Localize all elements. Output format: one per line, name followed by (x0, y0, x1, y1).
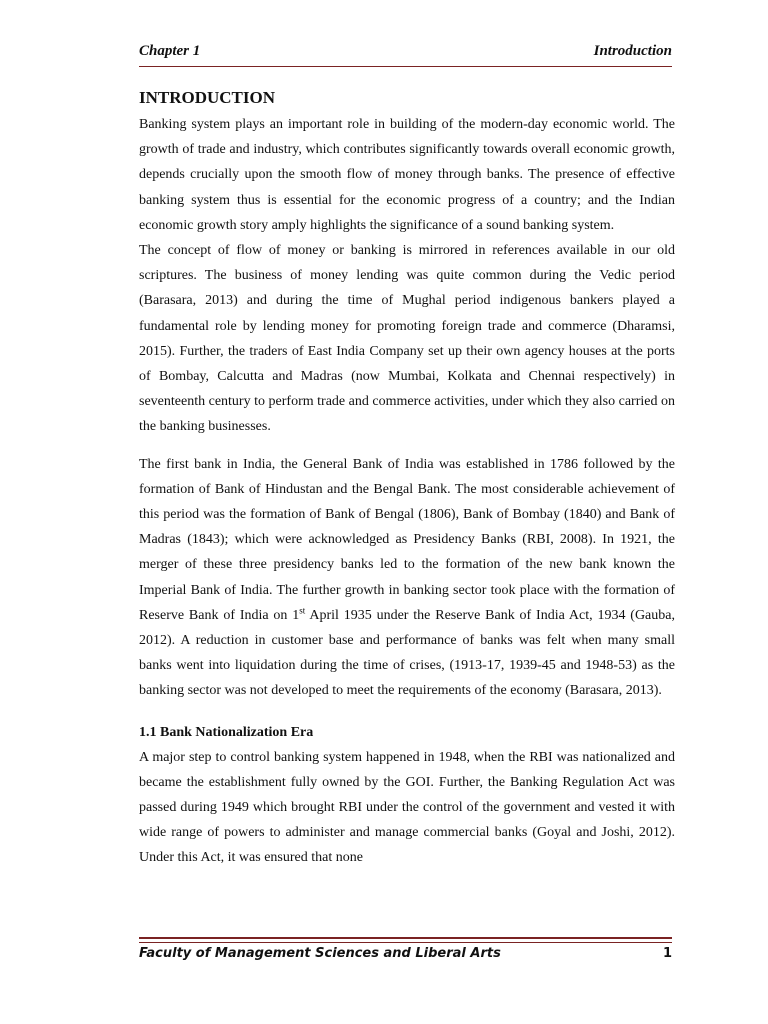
header-chapter: Chapter 1 (139, 43, 201, 59)
footer-rule (139, 937, 672, 943)
footer-faculty: Faculty of Management Sciences and Liberal Arts (139, 946, 501, 961)
page-body (139, 86, 675, 871)
header-section: Introduction (593, 43, 672, 59)
paragraph-2: The concept of flow of money or banking is mirrored in references available in our old scriptures. The business of money lending was quite common during the Vedic period (Barasara, 2013) and during the time of Mughal period indigenous bankers played a fundamental role by lending money for promoting foreign trade and commerce (Dharamsi, 2015). Further, the traders of East India Company set up their own agency houses at the ports of Bombay, Calcutta and Madras (now Mumbai, Kolkata and Chennai respectively) in seventeenth century to perform trade and commerce activities, under which they also carried on the banking businesses. (139, 243, 675, 435)
paragraph-4: A major step to control banking system happened in 1948, when the RBI was nationalized and became the establishment fully owned by the GOI. Further, the Banking Regulation Act was passed during 1949 which brought RBI under the control of the government and vested it with wide range of powers to administer and manage commercial banks (Goyal and Joshi, 2012). Under this Act, it was ensured that none (139, 749, 675, 866)
paragraph-1: Banking system plays an important role in building of the modern-day economic world. The growth of trade and industry, which contributes significantly towards overall economic growth, depends crucially upon the smooth flow of money through banks. The presence of effective banking system thus is essential for the economic progress of a country; and the Indian economic growth story amply highlights the significance of a sound banking system. (139, 117, 675, 233)
paragraph-3 (139, 452, 675, 704)
section-heading: 1.1 Bank Nationalization Era (139, 724, 314, 740)
chapter-heading: INTRODUCTION (139, 88, 276, 107)
header-rule (139, 66, 672, 67)
paragraph-3-part-1: The first bank in India, the General Bank of India was established in 1786 followed by the formation of Bank of Hindustan and the Bengal Bank. The most considerable achievement of this period was the formation of Bank of Bengal (1806), Bank of Bombay (1840) and Bank of Madras (1843); which were acknowledged as Presidency Banks (RBI, 2008). In 1921, the merger of these three presidency banks led to the formation of the new bank known the Imperial Bank of India. The further growth in banking sector took place with the formation of Reserve Bank of India on 1 (139, 456, 675, 623)
ordinal-superscript: st (299, 605, 306, 616)
page-number: 1 (662, 946, 672, 961)
page-header (139, 43, 672, 60)
paragraph-3-part-2: April 1935 under the Reserve Bank of India Act, 1934 (Gauba, 2012). A reduction in customer base and performance of banks was felt when many small banks went into liquidation during the time of crises, (1913-17, 1939-45 and 1948-53) as the banking sector was not developed to meet the requirements of the economy (Barasara, 2013). (139, 607, 675, 699)
page-footer (139, 946, 672, 961)
